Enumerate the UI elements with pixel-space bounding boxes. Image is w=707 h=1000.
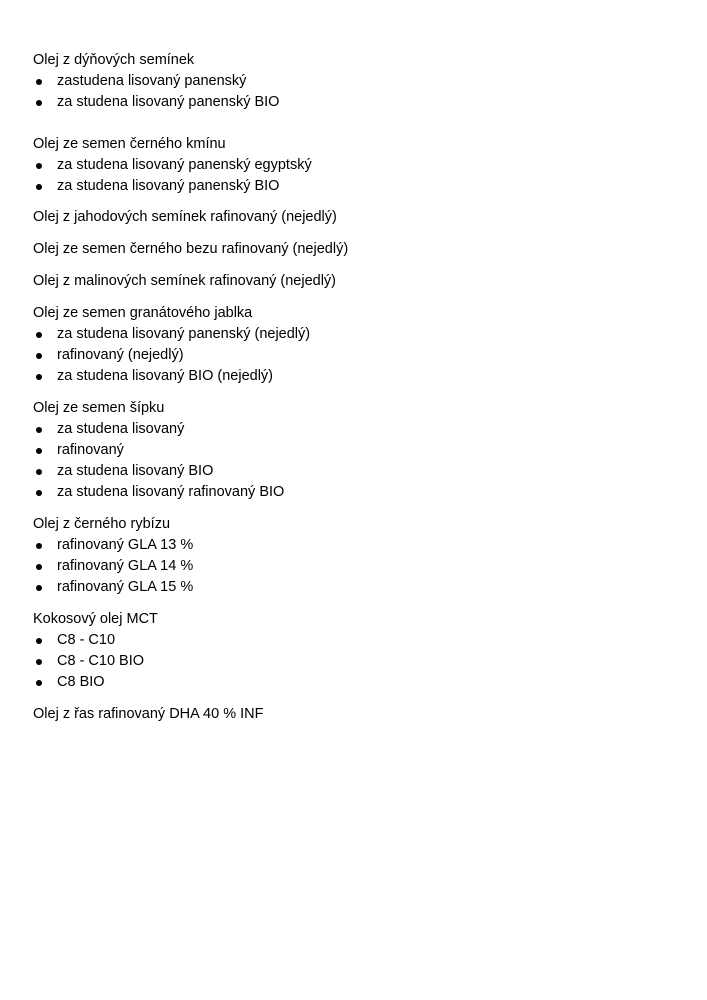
list-item: [33, 71, 673, 92]
section-pomegranate-seed-oil: [33, 303, 673, 387]
section-blackcurrant-oil: [33, 514, 673, 598]
bullet-icon: [36, 585, 42, 591]
section-heading: Olej z jahodových semínek rafinovaný (nejedlý): [33, 209, 337, 225]
list-item: [33, 366, 673, 387]
bullet-list: [33, 630, 673, 693]
list-item-label: rafinovaný GLA 13 %: [57, 537, 194, 553]
list-item: [33, 482, 673, 503]
list-item-label: za studena lisovaný panenský BIO: [57, 178, 280, 194]
bullet-icon: [36, 543, 42, 549]
section-heading: Olej z malinových semínek rafinovaný (nejedlý): [33, 273, 337, 289]
list-item: [33, 176, 673, 197]
section-black-cumin-oil: [33, 134, 673, 197]
list-item: [33, 324, 673, 345]
section-heading: Olej z dýňových semínek: [33, 52, 195, 68]
section-heading: Olej ze semen černého kmínu: [33, 136, 226, 152]
bullet-list: [33, 155, 673, 197]
list-item-label: rafinovaný GLA 15 %: [57, 579, 194, 595]
bullet-icon: [36, 427, 42, 433]
list-item: [33, 155, 673, 176]
bullet-icon: [36, 79, 42, 85]
bullet-icon: [36, 564, 42, 570]
list-item: [33, 651, 673, 672]
section-pumpkin-seed-oil: [33, 50, 673, 113]
bullet-list: [33, 71, 673, 113]
bullet-icon: [36, 353, 42, 359]
bullet-icon: [36, 332, 42, 338]
bullet-icon: [36, 374, 42, 380]
section-heading: Olej ze semen šípku: [33, 400, 165, 416]
section-heading: Kokosový olej MCT: [33, 611, 158, 627]
list-item-label: za studena lisovaný BIO (nejedlý): [57, 368, 273, 384]
list-item-label: C8 - C10: [57, 632, 116, 648]
section-heading: Olej ze semen granátového jablka: [33, 305, 253, 321]
list-item-label: C8 - C10 BIO: [57, 653, 145, 669]
list-item-label: C8 BIO: [57, 674, 105, 690]
list-item: [33, 92, 673, 113]
bullet-icon: [36, 100, 42, 106]
list-item-label: za studena lisovaný rafinovaný BIO: [57, 484, 285, 500]
list-item-label: zastudena lisovaný panenský: [57, 73, 247, 89]
list-item-label: rafinovaný GLA 14 %: [57, 558, 194, 574]
bullet-list: [33, 419, 673, 503]
section-strawberry-seed-oil: [33, 207, 673, 228]
list-item-label: rafinovaný: [57, 442, 124, 458]
list-item: [33, 419, 673, 440]
list-item: [33, 672, 673, 693]
list-item-label: rafinovaný (nejedlý): [57, 347, 184, 363]
section-heading: Olej z černého rybízu: [33, 516, 171, 532]
list-item-label: za studena lisovaný panenský egyptský: [57, 157, 312, 173]
section-rosehip-seed-oil: [33, 398, 673, 503]
bullet-icon: [36, 448, 42, 454]
section-heading: Olej ze semen černého bezu rafinovaný (nejedlý): [33, 241, 349, 257]
list-item: [33, 577, 673, 598]
list-item-label: za studena lisovaný: [57, 421, 185, 437]
bullet-icon: [36, 638, 42, 644]
bullet-icon: [36, 163, 42, 169]
bullet-list: [33, 535, 673, 598]
bullet-icon: [36, 490, 42, 496]
section-elderberry-seed-oil: [33, 239, 673, 260]
list-item: [33, 630, 673, 651]
bullet-list: [33, 324, 673, 387]
bullet-icon: [36, 659, 42, 665]
bullet-icon: [36, 680, 42, 686]
list-item: [33, 535, 673, 556]
list-item-label: za studena lisovaný panenský (nejedlý): [57, 326, 311, 342]
bullet-icon: [36, 469, 42, 475]
list-item: [33, 345, 673, 366]
document-page: [33, 50, 673, 725]
section-coconut-mct-oil: [33, 609, 673, 693]
list-item: [33, 461, 673, 482]
list-item: [33, 440, 673, 461]
list-item-label: za studena lisovaný BIO: [57, 463, 214, 479]
list-item: [33, 556, 673, 577]
list-item-label: za studena lisovaný panenský BIO: [57, 94, 280, 110]
bullet-icon: [36, 184, 42, 190]
section-raspberry-seed-oil: [33, 271, 673, 292]
section-heading: Olej z řas rafinovaný DHA 40 % INF: [33, 706, 264, 722]
section-algae-oil: [33, 704, 673, 725]
